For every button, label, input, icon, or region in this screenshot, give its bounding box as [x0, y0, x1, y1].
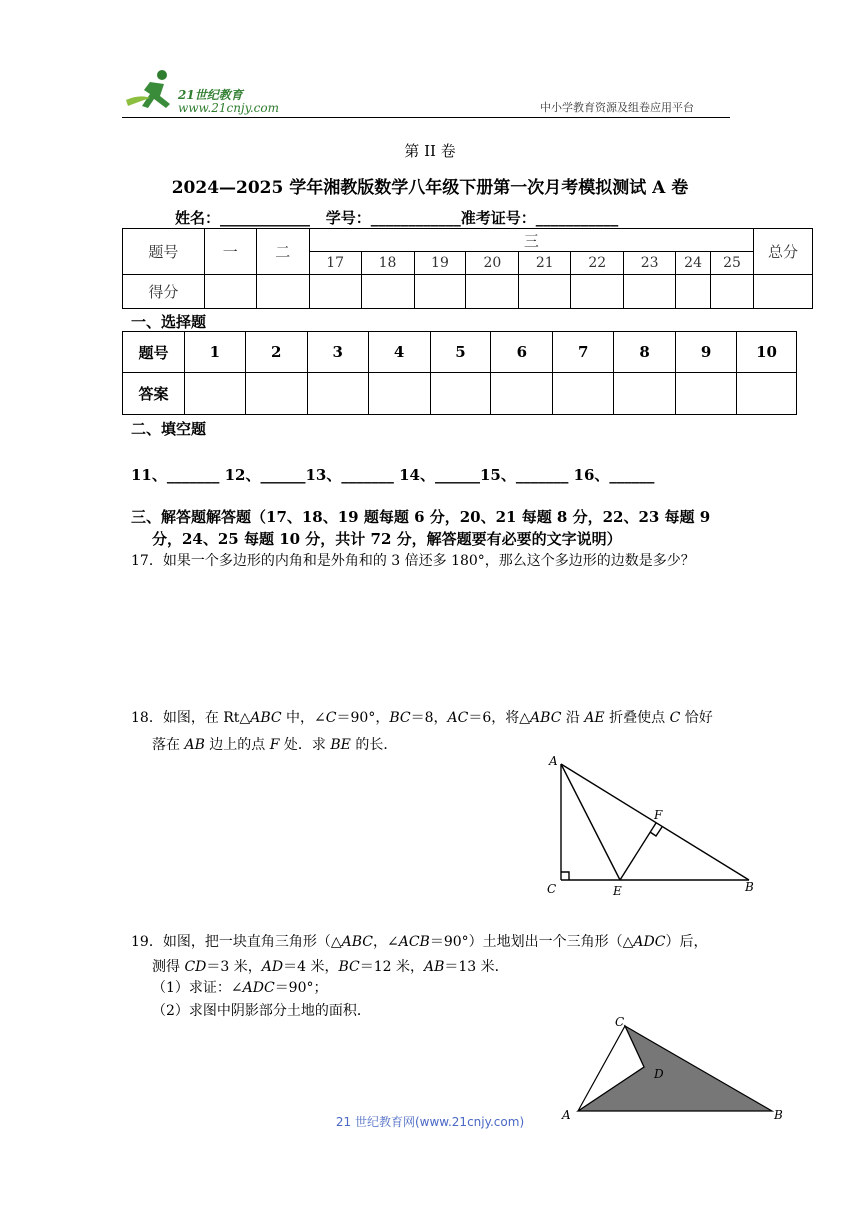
sub-header-19: 19 [414, 252, 466, 275]
header-total: 总分 [754, 229, 813, 275]
question-no: 5 [430, 332, 491, 373]
answer-table [122, 331, 797, 415]
answer-cell[interactable] [245, 373, 307, 415]
question-18-line-2: 落在 AB 边上的点 F 处．求 BE 的长． [152, 737, 398, 753]
side-AB [561, 764, 749, 880]
question-no: 1 [184, 332, 245, 373]
sub-header-25: 25 [711, 252, 754, 275]
header-part-3: 三 [309, 229, 753, 252]
fill-blanks-line[interactable]: 11、_______ 12、______13、_______ 14、______15、_______ 16、______ [131, 466, 655, 484]
page-title: 2024—2025 学年湘教版数学八年级下册第一次月考模拟测试 A 卷 [171, 178, 689, 198]
segment-EF [620, 823, 656, 880]
answer-cell[interactable] [553, 373, 614, 415]
question-no: 2 [245, 332, 307, 373]
answer-label: 答案 [123, 373, 185, 415]
score-cell[interactable] [624, 275, 676, 309]
question-no: 9 [676, 332, 737, 373]
figure-q19 [560, 1012, 790, 1124]
logo-title: 21世纪教育 [178, 88, 243, 102]
label-C: C [547, 882, 557, 896]
answer-cell[interactable] [491, 373, 553, 415]
sub-header-21: 21 [519, 252, 571, 275]
runner-icon [126, 70, 170, 108]
label-D: D [654, 1067, 664, 1081]
question-no: 8 [614, 332, 676, 373]
header-question-no: 题号 [123, 229, 205, 275]
answer-cell[interactable] [184, 373, 245, 415]
sub-header-17: 17 [309, 252, 361, 275]
question-no: 4 [368, 332, 430, 373]
label-A: A [549, 754, 558, 768]
score-cell[interactable] [571, 275, 624, 309]
question-19-part-1: （1）求证：∠ADC＝90°； [152, 980, 328, 996]
score-cell[interactable] [466, 275, 519, 309]
question-no: 7 [553, 332, 614, 373]
answer-cell[interactable] [307, 373, 368, 415]
score-table [122, 228, 813, 309]
score-cell[interactable] [256, 275, 309, 309]
label-E: E [613, 884, 622, 898]
header-part-1: 一 [204, 229, 256, 275]
score-cell[interactable] [414, 275, 466, 309]
answer-cell[interactable] [737, 373, 797, 415]
footer-link[interactable]: 21 世纪教育网(www.21cnjy.com) [335, 1115, 525, 1129]
sub-header-24: 24 [676, 252, 711, 275]
right-angle-C [561, 872, 569, 880]
sub-header-22: 22 [571, 252, 624, 275]
label-C: C [615, 1015, 625, 1029]
section-1-title: 一、选择题 [131, 313, 207, 331]
name-label: 姓名： [175, 209, 221, 227]
logo-url: www.21cnjy.com [178, 101, 279, 115]
sub-header-20: 20 [466, 252, 519, 275]
logo [120, 68, 290, 116]
volume-label: 第 II 卷 [404, 142, 456, 160]
question-19-part-2: （2）求图中阴影部分土地的面积． [152, 1003, 371, 1019]
answer-cell[interactable] [614, 373, 676, 415]
name-blank[interactable]: ____________ [220, 209, 311, 227]
score-cell[interactable] [361, 275, 414, 309]
sub-header-18: 18 [361, 252, 414, 275]
id-blank[interactable]: ____________ [370, 209, 461, 227]
section-3-title-cont: 分，24、25 每题 10 分，共计 72 分，解答题要有必要的文字说明） [152, 530, 622, 548]
answer-cell[interactable] [676, 373, 737, 415]
student-info-line [175, 207, 618, 228]
score-cell[interactable] [711, 275, 754, 309]
label-F: F [654, 808, 663, 822]
score-cell[interactable] [204, 275, 256, 309]
header-divider [122, 117, 730, 118]
sub-header-23: 23 [624, 252, 676, 275]
score-cell[interactable] [676, 275, 711, 309]
section-3-title: 三、解答题解答题（17、18、19 题每题 6 分，20、21 每题 8 分，22、23 每题 9 [131, 508, 711, 526]
label-B: B [745, 880, 754, 894]
section-2-title: 二、填空题 [131, 420, 207, 438]
header-part-2: 二 [256, 229, 309, 275]
exam-blank[interactable]: ___________ [535, 209, 619, 227]
score-cell[interactable] [519, 275, 571, 309]
figure-q18 [540, 750, 770, 900]
question-17: 17．如果一个多边形的内角和是外角和的 3 倍还多 180°，那么这个多边形的边数是多少？ [131, 553, 695, 569]
score-cell[interactable] [309, 275, 361, 309]
platform-name: 中小学教育资源及组卷应用平台 [540, 101, 694, 114]
question-19-line-2: 测得 CD＝3 米，AD＝4 米，BC＝12 米，AB＝13 米． [152, 959, 509, 975]
id-label: 学号： [325, 209, 371, 227]
label-B: B [774, 1108, 783, 1122]
question-no-label: 题号 [123, 332, 185, 373]
label-A: A [562, 1108, 571, 1122]
question-no: 6 [491, 332, 553, 373]
question-no: 10 [737, 332, 797, 373]
answer-cell[interactable] [430, 373, 491, 415]
question-18-line-1: 18．如图，在 Rt△ABC 中，∠C＝90°，BC＝8，AC＝6，将△ABC 沿 AE 折叠使点 C 恰好 [131, 710, 713, 726]
answer-cell[interactable] [368, 373, 430, 415]
score-label: 得分 [123, 275, 205, 309]
exam-label: 准考证号： [460, 209, 536, 227]
question-19-line-1: 19．如图，把一块直角三角形（△ABC，∠ACB＝90°）土地划出一个三角形（△ADC）后， [131, 934, 708, 950]
score-cell[interactable] [754, 275, 813, 309]
question-no: 3 [307, 332, 368, 373]
